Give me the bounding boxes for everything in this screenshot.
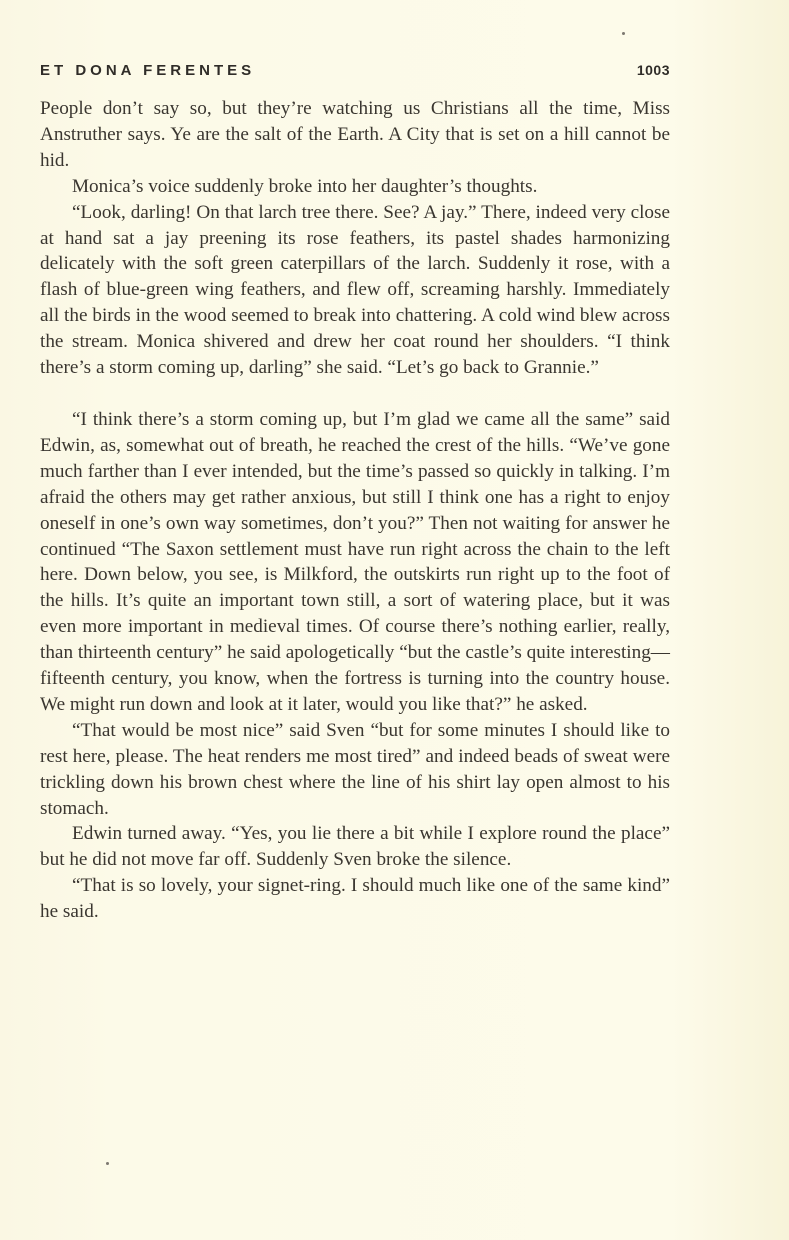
print-speck [106,1162,109,1165]
paragraph: “That is so lovely, your signet-ring. I should much like one of the same kind” he said. [40,875,670,923]
print-speck [622,32,625,35]
page-number: 1003 [636,62,670,78]
running-head [40,62,670,86]
paragraph: “That would be most nice” said Sven “but for some minutes I should like to rest here, please. The heat renders me most tired” and indeed beads of sweat were trickling down his brown chest where the line of his shirt lay open almost to his stomach. [40,719,670,819]
paragraph: People don’t say so, but they’re watching us Christians all the time, Miss Anstruther says. Ye are the salt of the Earth. A City that is set on a hill cannot be hid. [40,98,670,171]
paragraph: Edwin turned away. “Yes, you lie there a bit while I explore round the place” but he did not move far off. Suddenly Sven broke the silence. [40,823,670,871]
paragraph: “Look, darling! On that larch tree there. See? A jay.” There, indeed very close at hand sat a jay preening its rose feathers, its pastel shades harmonizing delicately with the soft green caterpillars of the larch. Suddenly it rose, with a flash of blue-green wing feathers, and flew off, screaming harshly. Immediately all the birds in the wood seemed to break into chattering. A cold wind blew across the stream. Monica shivered and drew her coat round her shoulders. “I think there’s a storm coming up, darling” she said. “Let’s go back to Grannie.” [40,201,670,379]
paragraph: Monica’s voice suddenly broke into her daughter’s thoughts. [72,175,538,197]
body-text [40,96,670,925]
running-head-title: ET DONA FERENTES [40,62,256,79]
paragraph: “I think there’s a storm coming up, but I’m glad we came all the same” said Edwin, as, somewhat out of breath, he reached the crest of the hills. “We’ve gone much farther than I ever intended, but the time’s passed so quickly in talking. I’m afraid the others may get rather anxious, but still I think one has a right to enjoy oneself in one’s own way sometimes, don’t you?” Then not waiting for answer he continued “The Saxon settlement must have run right across the chain to the left here. Down below, you see, is Milkford, the outskirts run right up to the foot of the hills. It’s quite an important town still, a sort of watering place, but it was even more important in medieval times. Of course there’s nothing earlier, really, than thirteenth century” he said apologetically “but the castle’s quite interesting—fifteenth century, you know, when the fortress is turning into the country house. We might run down and look at it later, would you like that?” he asked. [40,408,670,715]
